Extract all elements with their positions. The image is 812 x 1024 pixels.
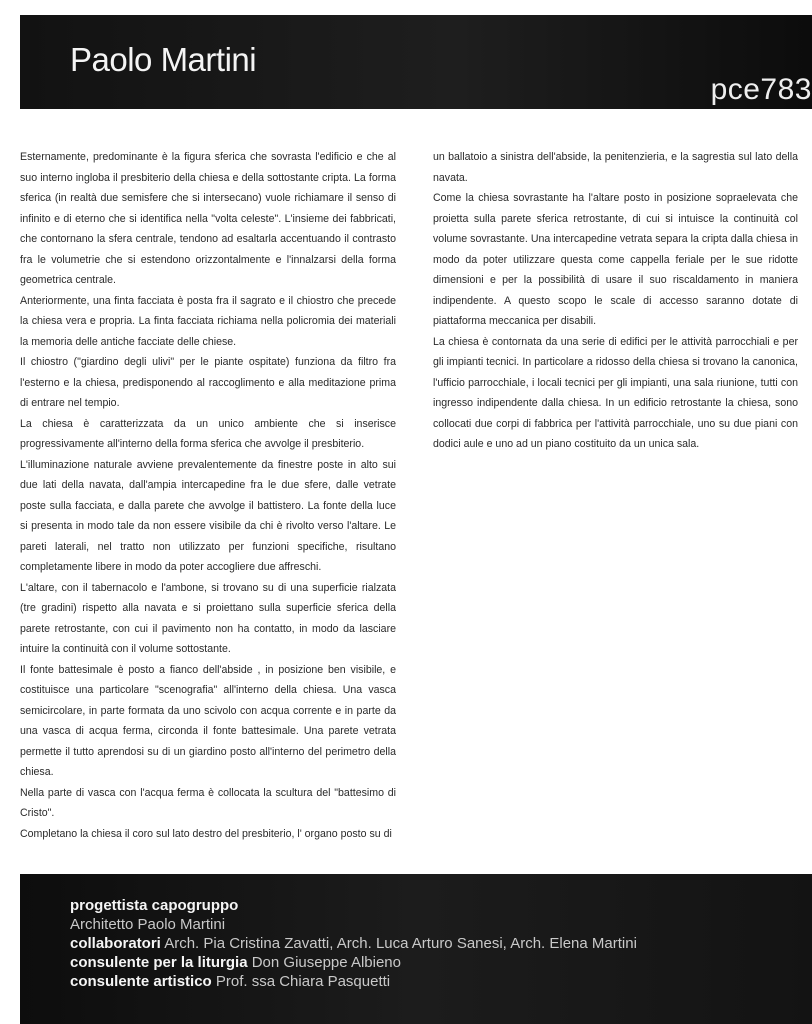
credit-value: Don Giuseppe Albieno [251,954,401,971]
paragraph: Come la chiesa sovrastante ha l'altare posto in posizione sopraelevata che proietta sulla parete sferica retrostante, di cui si intuisce la continuità col volume sovrastante. Una intercapedine vetrata separa la cripta dalla chiesa in modo da poter utilizzare questa come cappella feriale per le sue ridotte dimensioni e per la possibilità di usare il suo riscaldamento in maniera indipendente. A questo scopo le scale di accesso saranno dotate di piattaforma meccanica per disabili. [433,192,798,327]
credit-lead-name [70,915,637,934]
credit-label: progettista capogruppo [70,897,239,914]
credit-lead [70,896,637,915]
paragraph: Il fonte battesimale è posto a fianco dell'abside , in posizione ben visibile, e costituisce una particolare "scenografia" all'interno della chiesa. Una vasca semicircolare, in parte formata da uno scivolo con acqua corrente e in parte da una vasca di acqua ferma, circonda il fonte battesimale. Una parete vetrata permette il tutto aprendosi su di un giardino posto all'interno del perimetro della chiesa. [20,663,396,778]
credit-row [70,934,637,953]
credit-label: consulente artistico [70,973,212,990]
paragraph: L'altare, con il tabernacolo e l'ambone, si trovano su di una superficie rialzata (tre gradini) rispetto alla navata e si proiettano sulla superficie sferica della parete retrostante, con cui il pavimento non ha contatto, in modo da lasciare intuire la continuità con il volume sottostante. [20,581,396,655]
credits [70,896,637,991]
credits-band [20,874,812,1024]
paragraph: Esternamente, predominante è la figura sferica che sovrasta l'edificio e che al suo interno ingloba il presbiterio della chiesa e della sottostante cripta. La forma sferica (in realtà due semisfere che si intersecano) vuole richiamare il senso di infinito e di eterno che si identifica nella "volta celeste". L'insieme dei fabbricati, che contornano la sfera centrale, tendono ad esaltarla accentuando il contrasto fra le volumetrie che si estendono orizzontalmente e l'innalzarsi della forma geometrica centrale. [20,151,396,286]
credit-value: Prof. ssa Chiara Pasquetti [215,973,391,990]
paragraph: Il chiostro ("giardino degli ulivi" per le piante ospitate) funziona da filtro fra l'esterno e la chiesa, predisponendo al raccoglimento e alla meditazione prima di entrare nel tempio. [20,356,396,409]
credit-value: Arch. Pia Cristina Zavatti, Arch. Luca Arturo Sanesi, Arch. Elena Martini [164,935,637,952]
paragraph: La chiesa è caratterizzata da un unico ambiente che si inserisce progressivamente all'interno della forma sferica che avvolge il presbiterio. [20,417,396,450]
paragraph: La chiesa è contornata da una serie di edifici per le attività parrocchiali e per gli impianti tecnici. In particolare a ridosso della chiesa si trovano la canonica, l'ufficio parrocchiale, i locali tecnici per gli impianti, una sala riunione, tutti con ingresso indipendente dalla chiesa. In un edificio retrostante la chiesa, sono collocati due corpi di fabbrica per l'attività parrocchiale, uno su due piani con dodici aule e uno ad un piano costituito da un unica sala. [433,335,798,450]
project-code: pce783 [710,73,812,106]
page-title: Paolo Martini [70,41,257,78]
header-band [20,15,812,109]
credit-value: Architetto Paolo Martini [70,916,226,933]
paragraph: Anteriormente, una finta facciata è posta fra il sagrato e il chiostro che precede la chiesa vera e propria. La finta facciata richiama nella policromia dei materiali la memoria delle antiche facciate delle chiese. [20,294,396,348]
credit-row [70,953,637,972]
paragraph: L'illuminazione naturale avviene prevalentemente da finestre poste in alto sui due lati della navata, dall'ampia intercapedine fra le due sfere, dalle vetrate poste sulla facciata, e dalla parete che avvolge il battistero. La fonte della luce si presenta in modo tale da non essere visibile da chi è rivolto verso l'altare. Le pareti laterali, nel tratto non utilizzato per funzioni specifiche, risultano completamente libere in modo da poter accogliere due affreschi. [20,458,396,573]
paragraph: Nella parte di vasca con l'acqua ferma è collocata la scultura del "battesimo di Cristo". [20,786,396,819]
credit-label: consulente per la liturgia [70,954,248,971]
credit-row [70,972,637,991]
text-column-right [433,147,798,455]
credit-label: collaboratori [70,935,161,952]
text-column-left [20,147,396,844]
paragraph: un ballatoio a sinistra dell'abside, la penitenzieria, e la sagrestia sul lato della navata. [433,151,798,184]
paragraph: Completano la chiesa il coro sul lato destro del presbiterio, l' organo posto su di [20,827,392,840]
